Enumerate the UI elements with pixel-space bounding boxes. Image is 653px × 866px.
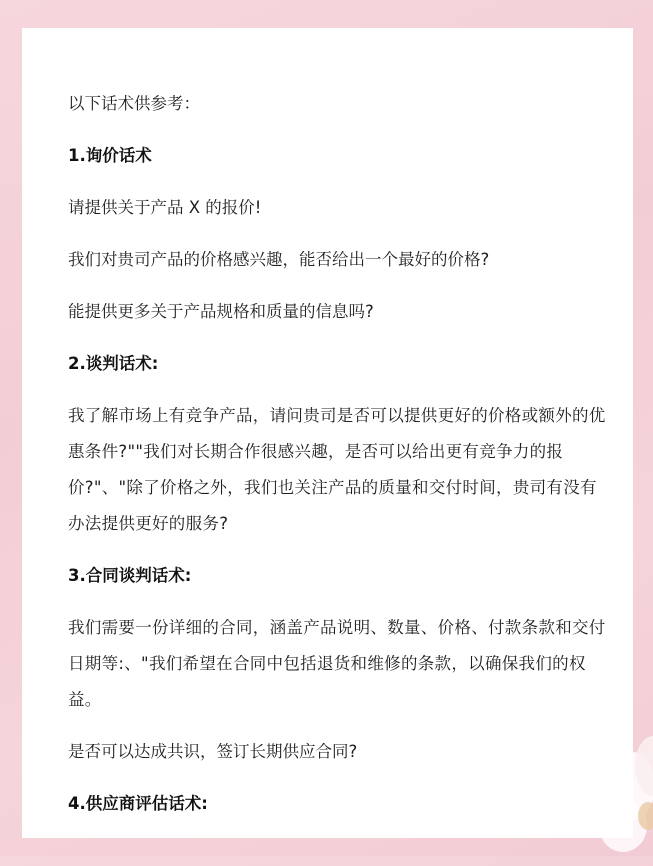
inquiry-line-3: 能提供更多关于产品规格和质量的信息吗? xyxy=(68,302,374,321)
intro-text: 以下话术供参考： xyxy=(68,94,200,113)
inquiry-line-2: 我们对贵司产品的价格感兴趣，能否给出一个最好的价格? xyxy=(68,250,490,269)
section-heading-inquiry: 1.询价话术 xyxy=(68,146,152,165)
section-heading-contract: 3.合同谈判话术: xyxy=(68,566,192,585)
document-content xyxy=(68,86,608,822)
section-heading-supplier-eval: 4.供应商评估话术: xyxy=(68,794,208,813)
inquiry-line-1: 请提供关于产品 X 的报价! xyxy=(68,198,262,217)
contract-line-2: 是否可以达成共识，签订长期供应合同? xyxy=(68,742,358,761)
section-heading-negotiation: 2.谈判话术: xyxy=(68,354,159,373)
negotiation-paragraph: 我了解市场上有竞争产品，请问贵司是否可以提供更好的价格或额外的优惠条件?""我们对长期合作很感兴趣，是否可以给出更有竞争力的报价?"、"除了价格之外，我们也关注产品的质量和交付时间，贵司有没有办法提供更好的服务? xyxy=(68,406,606,533)
contract-paragraph: 我们需要一份详细的合同，涵盖产品说明、数量、价格、付款条款和交付日期等:、"我们希望在合同中包括退货和维修的条款，以确保我们的权益。 xyxy=(68,618,606,709)
document-card xyxy=(22,28,633,838)
